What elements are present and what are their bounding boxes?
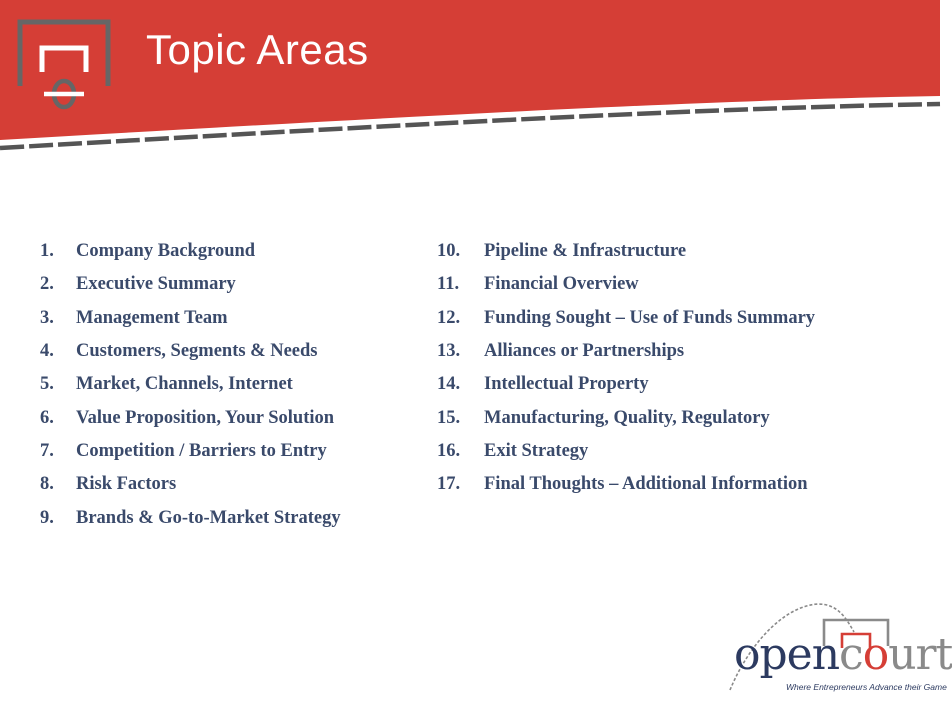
topic-item [40, 268, 341, 301]
topic-label: Final Thoughts – Additional Information [484, 474, 808, 495]
topic-label: Pipeline & Infrastructure [484, 241, 687, 262]
topic-item [437, 335, 815, 368]
topic-item [40, 401, 341, 434]
hoop-logo-icon [14, 14, 114, 114]
topic-label: Company Background [76, 241, 256, 262]
topic-number: 6. [40, 407, 54, 428]
topic-number: 10. [437, 241, 461, 262]
logo-word-o: o [862, 629, 889, 680]
topic-number: 4. [40, 341, 54, 362]
logo-tagline: Where Entrepreneurs Advance their Game [786, 682, 947, 692]
topic-list-right [437, 235, 815, 501]
topic-label: Risk Factors [76, 474, 177, 495]
topic-number: 3. [40, 307, 54, 328]
topic-item [40, 501, 341, 534]
topic-label: Funding Sought – Use of Funds Summary [484, 307, 816, 328]
topic-number: 13. [437, 341, 461, 362]
topic-item [40, 335, 341, 368]
topic-number: 2. [40, 274, 54, 295]
logo-word-c: c [839, 629, 863, 680]
topic-label: Alliances or Partnerships [484, 341, 685, 362]
topic-number: 16. [437, 440, 461, 461]
topic-item [40, 235, 341, 268]
topic-label: Market, Channels, Internet [76, 374, 293, 395]
topic-item [437, 401, 815, 434]
topic-item [437, 235, 815, 268]
logo-word-open: open [734, 629, 840, 680]
topic-item [437, 268, 815, 301]
topic-number: 14. [437, 374, 461, 395]
topic-label: Manufacturing, Quality, Regulatory [484, 407, 770, 428]
topic-number: 5. [40, 374, 54, 395]
topic-label: Exit Strategy [484, 440, 589, 461]
topic-item [437, 468, 815, 501]
topic-number: 12. [437, 307, 461, 328]
topic-item [437, 435, 815, 468]
topic-label: Brands & Go-to-Market Strategy [76, 507, 341, 528]
topic-item [40, 368, 341, 401]
header-banner [0, 0, 940, 160]
topic-item [437, 302, 815, 335]
topic-number: 17. [437, 474, 461, 495]
page-title: Topic Areas [146, 26, 369, 73]
topic-item [40, 468, 341, 501]
topic-label: Intellectual Property [484, 374, 649, 395]
topic-label: Management Team [76, 307, 228, 328]
topic-label: Value Proposition, Your Solution [76, 407, 335, 428]
logo-word-urt: urt [888, 629, 952, 680]
topic-item [437, 368, 815, 401]
topic-item [40, 302, 341, 335]
topic-label: Executive Summary [76, 274, 236, 295]
topic-number: 7. [40, 440, 54, 461]
opencourt-logo [728, 598, 952, 698]
topic-number: 11. [437, 274, 460, 295]
topic-item [40, 435, 341, 468]
topic-label: Customers, Segments & Needs [76, 341, 318, 362]
logo-wordmark [734, 630, 952, 680]
topic-number: 15. [437, 407, 461, 428]
topic-number: 9. [40, 507, 54, 528]
topic-number: 8. [40, 474, 54, 495]
topic-label: Competition / Barriers to Entry [76, 440, 327, 461]
topic-label: Financial Overview [484, 274, 639, 295]
topic-list-left [40, 235, 341, 535]
topic-number: 1. [40, 241, 54, 262]
